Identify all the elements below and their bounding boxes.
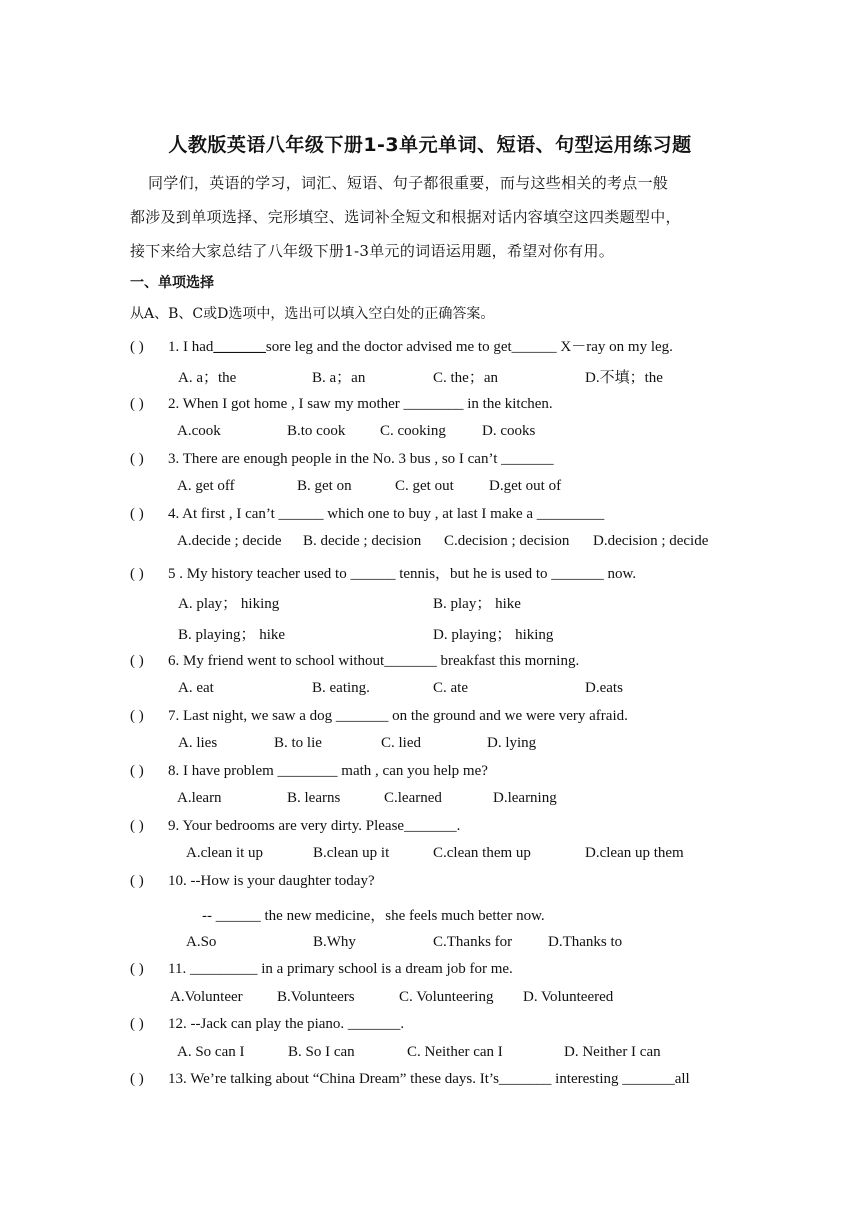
question-text: sore leg and the doctor advised me to get______ X－ray on my leg. bbox=[265, 339, 673, 355]
option-a: A. get off bbox=[177, 478, 235, 494]
question-text: 4. At first , I can’t ______ which one to buy , at last I make a _________ bbox=[168, 506, 605, 522]
option-a: A. play； hiking bbox=[178, 596, 280, 612]
option-b: B.to cook bbox=[287, 423, 346, 439]
option-c: C. cooking bbox=[380, 423, 446, 439]
option-a: A.cook bbox=[177, 423, 221, 439]
section-heading: 一、单项选择 bbox=[130, 275, 214, 291]
option-a: A.learn bbox=[177, 790, 222, 806]
option-d: D.Thanks to bbox=[548, 934, 623, 950]
question-text: 12. --Jack can play the piano. _______. bbox=[168, 1016, 405, 1032]
section-instruction: 从A、B、C或D选项中，选出可以填入空白处的正确答案。 bbox=[130, 306, 495, 322]
option-c: C. the；an bbox=[433, 370, 498, 386]
option-b: B. a；an bbox=[312, 370, 366, 386]
question-11 bbox=[130, 961, 513, 978]
option-d: D.不填；the bbox=[585, 370, 663, 386]
option-b: B. So I can bbox=[288, 1044, 355, 1060]
question-10 bbox=[130, 873, 375, 890]
question-text: 1. I had bbox=[168, 339, 214, 355]
option-d: D. Neither I can bbox=[564, 1044, 661, 1060]
question-2 bbox=[130, 396, 553, 413]
question-text: 2. When I got home , I saw my mother ________ in the kitchen. bbox=[168, 396, 553, 412]
answer-paren: ( ) bbox=[130, 1071, 144, 1087]
option-c: C.Thanks for bbox=[433, 934, 513, 950]
question-13 bbox=[130, 1071, 690, 1088]
answer-paren: ( ) bbox=[130, 339, 144, 355]
question-7 bbox=[130, 708, 628, 725]
option-a: A.Volunteer bbox=[170, 989, 243, 1005]
question-1 bbox=[130, 335, 673, 356]
option-a: A.So bbox=[186, 934, 217, 950]
option-c: B. playing； hike bbox=[178, 627, 286, 643]
answer-paren: ( ) bbox=[130, 961, 144, 977]
question-text: 3. There are enough people in the No. 3 bus , so I can’t _______ bbox=[168, 451, 554, 467]
answer-paren: ( ) bbox=[130, 818, 144, 834]
option-d: D. lying bbox=[487, 735, 537, 751]
option-b: B. eating. bbox=[312, 680, 370, 696]
option-c: C. get out bbox=[395, 478, 454, 494]
option-d: D.get out of bbox=[489, 478, 562, 494]
answer-paren: ( ) bbox=[130, 1016, 144, 1032]
question-text: 7. Last night, we saw a dog _______ on the ground and we were very afraid. bbox=[168, 708, 628, 724]
option-a: A. lies bbox=[178, 735, 218, 751]
option-b: B. play； hike bbox=[433, 596, 521, 612]
option-d: D. Volunteered bbox=[523, 989, 614, 1005]
option-c: C. ate bbox=[433, 680, 468, 696]
question-text: 13. We’re talking about “China Dream” these days. It’s_______ interesting _______all bbox=[168, 1071, 690, 1087]
intro-line-1: 同学们，英语的学习，词汇、短语、句子都很重要，而与这些相关的考点一般 bbox=[148, 174, 669, 192]
question-6 bbox=[130, 653, 579, 670]
option-c: C.learned bbox=[384, 790, 442, 806]
question-5 bbox=[130, 562, 636, 583]
question-3 bbox=[130, 451, 554, 468]
question-text: 8. I have problem ________ math , can you help me? bbox=[168, 763, 488, 779]
page-title: 人教版英语八年级下册1-3单元单词、短语、句型运用练习题 bbox=[168, 134, 692, 156]
question-text: 10. --How is your daughter today? bbox=[168, 873, 375, 889]
question-blank: _______ bbox=[213, 339, 266, 355]
option-b: B. decide ; decision bbox=[303, 533, 422, 549]
option-a: A. a；the bbox=[178, 370, 237, 386]
option-c: C.decision ; decision bbox=[444, 533, 570, 549]
question-4 bbox=[130, 506, 604, 523]
option-b: B.Why bbox=[313, 934, 356, 950]
answer-paren: ( ) bbox=[130, 396, 144, 412]
option-d: D. cooks bbox=[482, 423, 536, 439]
question-text: 11. _________ in a primary school is a dream job for me. bbox=[168, 961, 513, 977]
option-c: C. Neither can I bbox=[407, 1044, 503, 1060]
question-12 bbox=[130, 1016, 404, 1033]
option-b: B.clean up it bbox=[313, 845, 390, 861]
option-b: B.Volunteers bbox=[277, 989, 355, 1005]
option-d: D.learning bbox=[493, 790, 557, 806]
question-text: 5 . My history teacher used to ______ tennis，but he is used to _______ now. bbox=[168, 566, 637, 582]
answer-paren: ( ) bbox=[130, 763, 144, 779]
answer-paren: ( ) bbox=[130, 708, 144, 724]
question-10-reply: -- ______ the new medicine，she feels much better now. bbox=[202, 908, 545, 924]
question-8 bbox=[130, 763, 488, 780]
option-a: A. So can I bbox=[177, 1044, 245, 1060]
option-c: C. Volunteering bbox=[399, 989, 494, 1005]
answer-paren: ( ) bbox=[130, 873, 144, 889]
answer-paren: ( ) bbox=[130, 566, 144, 582]
option-c: C. lied bbox=[381, 735, 421, 751]
option-d: D.eats bbox=[585, 680, 623, 696]
option-d: D.decision ; decide bbox=[593, 533, 709, 549]
option-d: D.clean up them bbox=[585, 845, 684, 861]
question-text: 6. My friend went to school without_______ breakfast this morning. bbox=[168, 653, 580, 669]
option-b: B. to lie bbox=[274, 735, 322, 751]
intro-line-3: 接下来给大家总结了八年级下册1-3单元的词语运用题，希望对你有用。 bbox=[130, 242, 615, 260]
question-9 bbox=[130, 818, 460, 835]
answer-paren: ( ) bbox=[130, 451, 144, 467]
option-d: D. playing； hiking bbox=[433, 627, 554, 643]
intro-line-2: 都涉及到单项选择、完形填空、选词补全短文和根据对话内容填空这四类题型中， bbox=[130, 208, 681, 226]
option-b: B. learns bbox=[287, 790, 341, 806]
answer-paren: ( ) bbox=[130, 506, 144, 522]
option-a: A. eat bbox=[178, 680, 214, 696]
option-a: A.decide ; decide bbox=[177, 533, 282, 549]
question-text: 9. Your bedrooms are very dirty. Please_______. bbox=[168, 818, 461, 834]
option-c: C.clean them up bbox=[433, 845, 531, 861]
answer-paren: ( ) bbox=[130, 653, 144, 669]
option-a: A.clean it up bbox=[186, 845, 264, 861]
option-b: B. get on bbox=[297, 478, 352, 494]
